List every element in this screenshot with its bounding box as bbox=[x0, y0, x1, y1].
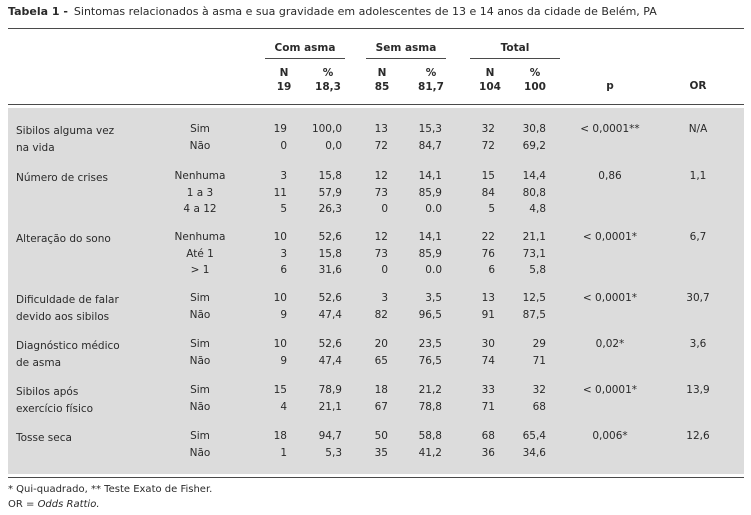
row-label: Diagnóstico médico bbox=[16, 340, 120, 352]
value-cell: 69,2 bbox=[522, 139, 546, 152]
category-label: Nenhuma bbox=[174, 231, 226, 243]
value-cell: 0 bbox=[381, 264, 388, 276]
value-cell: 32 bbox=[481, 123, 495, 135]
value-cell: 32 bbox=[532, 384, 546, 396]
value-cell: 72 bbox=[374, 139, 388, 152]
value-cell: 22 bbox=[481, 231, 495, 243]
category-label: Não bbox=[189, 139, 211, 152]
value-cell: 82 bbox=[374, 308, 388, 321]
value-cell: 4 bbox=[280, 400, 287, 413]
value-cell: 0.0 bbox=[425, 203, 442, 215]
value-cell: 91 bbox=[481, 308, 495, 321]
value-cell: 0.0 bbox=[425, 264, 442, 276]
category-label: Sim bbox=[190, 384, 210, 396]
category-label: Sim bbox=[190, 430, 210, 442]
category-label: Não bbox=[189, 400, 211, 413]
value-cell: 18 bbox=[273, 430, 287, 442]
value-cell: 94,7 bbox=[318, 430, 342, 442]
value-cell: 0,0 bbox=[325, 139, 342, 152]
value-cell: 30 bbox=[481, 338, 495, 350]
row-label: Número de crises bbox=[16, 172, 108, 184]
table-body bbox=[8, 108, 744, 474]
value-cell: 73,1 bbox=[522, 247, 546, 260]
or-value: N/A bbox=[688, 123, 708, 135]
value-cell: 85,9 bbox=[418, 247, 442, 260]
p-value: 0,02* bbox=[595, 338, 625, 350]
value-cell: 5,3 bbox=[325, 446, 342, 459]
value-cell: 3 bbox=[381, 292, 388, 304]
subheader-pct-sem: % 81,7 bbox=[418, 67, 444, 93]
value-cell: 23,5 bbox=[418, 338, 442, 350]
subheader-pct-com: % 18,3 bbox=[315, 67, 341, 93]
value-cell: 11 bbox=[273, 186, 287, 199]
p-header: p bbox=[606, 80, 614, 92]
value-cell: 5 bbox=[488, 203, 495, 215]
category-label: 4 a 12 bbox=[183, 203, 217, 215]
value-cell: 65,4 bbox=[522, 430, 546, 442]
value-cell: 74 bbox=[481, 354, 495, 367]
or-value: 12,6 bbox=[686, 430, 710, 442]
value-cell: 15,8 bbox=[318, 170, 342, 182]
group-header-com-asma: Com asma bbox=[274, 42, 336, 54]
bottom-rule bbox=[8, 477, 744, 478]
value-cell: 18 bbox=[374, 384, 388, 396]
category-label: Não bbox=[189, 354, 211, 367]
category-label: Nenhuma bbox=[174, 170, 226, 182]
value-cell: 1 bbox=[280, 446, 287, 459]
footnote-tests: * Qui-quadrado, ** Teste Exato de Fisher. bbox=[8, 484, 213, 495]
value-cell: 84,7 bbox=[418, 139, 442, 152]
row-label: Alteração do sono bbox=[16, 233, 111, 245]
category-label: 1 a 3 bbox=[186, 186, 214, 199]
value-cell: 35 bbox=[374, 446, 388, 459]
value-cell: 52,6 bbox=[318, 338, 342, 350]
value-cell: 47,4 bbox=[318, 308, 342, 321]
value-cell: 10 bbox=[273, 231, 287, 243]
value-cell: 15,8 bbox=[318, 247, 342, 260]
value-cell: 65 bbox=[374, 354, 388, 367]
group-underline bbox=[366, 58, 446, 59]
category-label: Até 1 bbox=[186, 247, 214, 260]
category-label: Não bbox=[189, 446, 211, 459]
table-caption bbox=[8, 5, 657, 18]
value-cell: 14,1 bbox=[418, 170, 442, 182]
row-label: Sibilos alguma vez bbox=[16, 125, 115, 137]
value-cell: 13 bbox=[374, 123, 388, 135]
value-cell: 13 bbox=[481, 292, 495, 304]
caption-label: Tabela 1 - bbox=[8, 5, 68, 18]
subheader-n-total: N 104 bbox=[479, 67, 501, 93]
p-value: < 0,0001* bbox=[582, 292, 638, 304]
header-rule bbox=[8, 104, 744, 105]
value-cell: 58,8 bbox=[418, 430, 442, 442]
category-label: Não bbox=[189, 308, 211, 321]
value-cell: 19 bbox=[273, 123, 287, 135]
value-cell: 67 bbox=[374, 400, 388, 413]
value-cell: 73 bbox=[374, 186, 388, 199]
value-cell: 52,6 bbox=[318, 292, 342, 304]
category-label: Sim bbox=[190, 292, 210, 304]
value-cell: 5,8 bbox=[529, 264, 546, 276]
value-cell: 57,9 bbox=[318, 186, 342, 199]
value-cell: 80,8 bbox=[522, 186, 546, 199]
value-cell: 47,4 bbox=[318, 354, 342, 367]
group-header-total: Total bbox=[500, 42, 530, 54]
subheader-n-com: N 19 bbox=[276, 67, 292, 93]
value-cell: 41,2 bbox=[418, 446, 442, 459]
value-cell: 78,9 bbox=[318, 384, 342, 396]
group-underline bbox=[470, 58, 560, 59]
value-cell: 76 bbox=[481, 247, 495, 260]
value-cell: 50 bbox=[374, 430, 388, 442]
value-cell: 26,3 bbox=[318, 203, 342, 215]
value-cell: 36 bbox=[481, 446, 495, 459]
group-header-sem-asma: Sem asma bbox=[375, 42, 437, 54]
value-cell: 15 bbox=[273, 384, 287, 396]
value-cell: 5 bbox=[280, 203, 287, 215]
or-value: 1,1 bbox=[689, 170, 707, 182]
row-label: na vida bbox=[16, 141, 55, 154]
or-value: 6,7 bbox=[689, 231, 707, 243]
p-value: < 0,0001* bbox=[582, 231, 638, 243]
value-cell: 34,6 bbox=[522, 446, 546, 459]
or-value: 13,9 bbox=[686, 384, 710, 396]
subheader-n-sem: N 85 bbox=[374, 67, 390, 93]
value-cell: 29 bbox=[532, 338, 546, 350]
value-cell: 12 bbox=[374, 231, 388, 243]
p-value: 0,006* bbox=[592, 430, 628, 442]
value-cell: 31,6 bbox=[318, 264, 342, 276]
value-cell: 10 bbox=[273, 292, 287, 304]
value-cell: 30,8 bbox=[522, 123, 546, 135]
row-label: exercício físico bbox=[16, 402, 94, 415]
value-cell: 9 bbox=[280, 308, 287, 321]
row-label: Sibilos após bbox=[16, 386, 79, 398]
value-cell: 6 bbox=[280, 264, 287, 276]
value-cell: 0 bbox=[381, 203, 388, 215]
value-cell: 21,2 bbox=[418, 384, 442, 396]
value-cell: 68 bbox=[481, 430, 495, 442]
value-cell: 76,5 bbox=[418, 354, 442, 367]
value-cell: 14,1 bbox=[418, 231, 442, 243]
value-cell: 12 bbox=[374, 170, 388, 182]
value-cell: 20 bbox=[374, 338, 388, 350]
p-value: 0,86 bbox=[598, 170, 622, 182]
value-cell: 3 bbox=[280, 247, 287, 260]
or-header: OR bbox=[689, 80, 707, 92]
value-cell: 73 bbox=[374, 247, 388, 260]
top-rule bbox=[8, 28, 744, 29]
value-cell: 52,6 bbox=[318, 231, 342, 243]
value-cell: 21,1 bbox=[522, 231, 546, 243]
group-underline bbox=[265, 58, 345, 59]
value-cell: 68 bbox=[532, 400, 546, 413]
category-label: Sim bbox=[190, 123, 210, 135]
value-cell: 72 bbox=[481, 139, 495, 152]
p-value: < 0,0001* bbox=[582, 384, 638, 396]
value-cell: 15,3 bbox=[418, 123, 442, 135]
value-cell: 71 bbox=[481, 400, 495, 413]
value-cell: 87,5 bbox=[522, 308, 546, 321]
value-cell: 9 bbox=[280, 354, 287, 367]
value-cell: 100,0 bbox=[311, 123, 342, 135]
category-label: Sim bbox=[190, 338, 210, 350]
footnote-or: OR = Odds Rattio. bbox=[8, 499, 100, 510]
or-value: 3,6 bbox=[689, 338, 707, 350]
value-cell: 15 bbox=[481, 170, 495, 182]
value-cell: 78,8 bbox=[418, 400, 442, 413]
value-cell: 33 bbox=[481, 384, 495, 396]
value-cell: 12,5 bbox=[522, 292, 546, 304]
value-cell: 96,5 bbox=[418, 308, 442, 321]
subheader-pct-total: % 100 bbox=[524, 67, 546, 93]
value-cell: 84 bbox=[481, 186, 495, 199]
value-cell: 4,8 bbox=[529, 203, 546, 215]
row-label: Dificuldade de falar bbox=[16, 294, 119, 306]
value-cell: 3 bbox=[280, 170, 287, 182]
value-cell: 21,1 bbox=[318, 400, 342, 413]
category-label: > 1 bbox=[190, 264, 210, 276]
value-cell: 0 bbox=[280, 139, 287, 152]
value-cell: 85,9 bbox=[418, 186, 442, 199]
or-value: 30,7 bbox=[686, 292, 710, 304]
row-label: devido aos sibilos bbox=[16, 310, 110, 323]
row-label: Tosse seca bbox=[16, 432, 72, 444]
caption-text: Sintomas relacionados à asma e sua gravidade em adolescentes de 13 e 14 anos da cidade de Belém, PA bbox=[73, 5, 657, 18]
row-label: de asma bbox=[16, 356, 62, 369]
value-cell: 14,4 bbox=[522, 170, 546, 182]
p-value: < 0,0001** bbox=[580, 123, 640, 135]
value-cell: 10 bbox=[273, 338, 287, 350]
value-cell: 3,5 bbox=[425, 292, 442, 304]
value-cell: 71 bbox=[532, 354, 546, 367]
value-cell: 6 bbox=[488, 264, 495, 276]
